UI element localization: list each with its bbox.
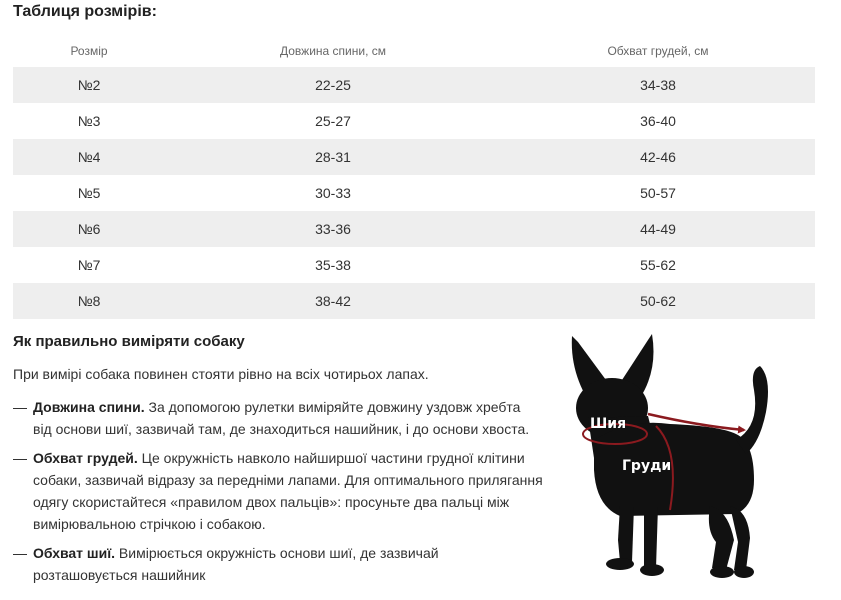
cell-back-length: 22-25 [165, 67, 501, 103]
cell-size: №6 [13, 211, 165, 247]
neck-label: Шия [590, 416, 627, 432]
dog-measurement-figure [560, 330, 800, 590]
list-item [13, 396, 543, 440]
cell-size: №4 [13, 139, 165, 175]
cell-chest-girth: 44-49 [501, 211, 815, 247]
dash-bullet: — [13, 545, 27, 561]
howto-title: Як правильно виміряти собаку [13, 333, 245, 350]
dog-silhouette [572, 334, 768, 578]
list-item [13, 542, 543, 586]
list-item [13, 447, 543, 535]
cell-back-length: 33-36 [165, 211, 501, 247]
item-text: За допомогою рулетки виміряйте довжину уздовж хребта від основи шиї, зазвичай там, де знаходиться нашийник, і до основи хвоста. [33, 399, 530, 437]
table-row [13, 139, 815, 175]
cell-chest-girth: 55-62 [640, 257, 676, 273]
howto-intro: При вимірі собака повинен стояти рівно на всіх чотирьох лапах. [13, 366, 429, 382]
cell-back-length: 30-33 [315, 185, 351, 201]
chest-label: Груди [622, 458, 672, 474]
cell-back-length: 25-27 [315, 113, 351, 129]
header-chest-girth: Обхват грудей, см [607, 43, 709, 58]
item-term: Обхват грудей. [33, 450, 138, 466]
table-row [13, 211, 815, 247]
cell-size: №5 [77, 185, 101, 201]
cell-chest-girth: 50-62 [501, 283, 815, 319]
cell-size: №2 [13, 67, 165, 103]
table-row [13, 67, 815, 103]
dash-bullet: — [13, 450, 27, 466]
cell-back-length: 35-38 [315, 257, 351, 273]
back-label: Спина [672, 406, 721, 422]
cell-chest-girth: 42-46 [501, 139, 815, 175]
cell-chest-girth: 36-40 [640, 113, 676, 129]
table-row [13, 175, 815, 211]
table-row [13, 103, 815, 139]
cell-back-length: 38-42 [165, 283, 501, 319]
table-row [13, 247, 815, 283]
dash-bullet: — [13, 399, 27, 415]
measure-list [13, 396, 543, 593]
header-size: Розмір [70, 43, 108, 58]
size-table-title: Таблиця розмірів: [13, 3, 157, 20]
size-table [13, 34, 815, 319]
cell-size: №8 [13, 283, 165, 319]
item-text: Вимірюється окружність основи шиї, де зазвичай розташовується нашийник [33, 545, 439, 583]
item-term: Обхват шиї. [33, 545, 116, 561]
item-term: Довжина спини. [33, 399, 145, 415]
cell-chest-girth: 34-38 [501, 67, 815, 103]
header-back-length: Довжина спини, см [280, 43, 386, 58]
cell-back-length: 28-31 [165, 139, 501, 175]
table-row [13, 283, 815, 319]
cell-size: №3 [77, 113, 101, 129]
dog-measurement-illustration [560, 330, 800, 590]
size-table-header-row [13, 34, 815, 67]
cell-chest-girth: 50-57 [640, 185, 676, 201]
cell-size: №7 [77, 257, 101, 273]
item-text: Це окружність навколо найширшої частини грудної клітини собаки, зазвичай відразу за передніми лапами. Для оптимального прилягання одягу скористайтеся «правилом двох пальців»: просуньте два пальці між вимірювальною стрічкою і собакою. [33, 450, 543, 532]
